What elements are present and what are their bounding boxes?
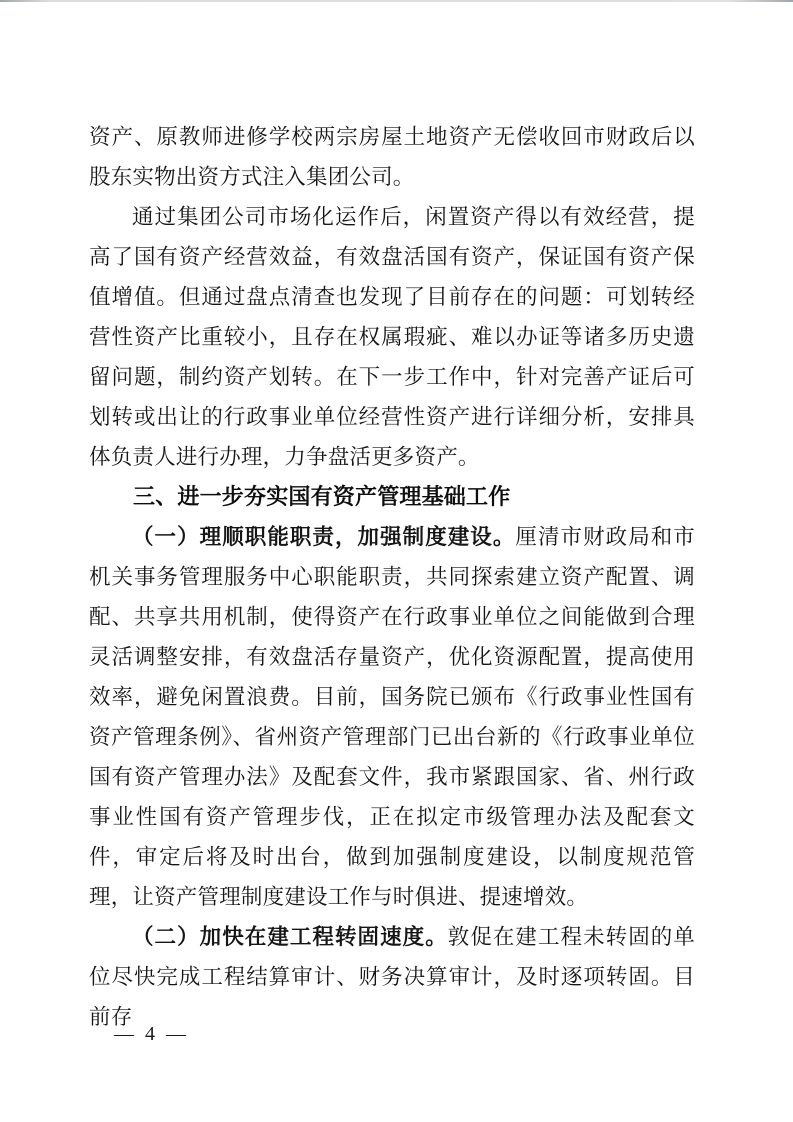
paragraph-item-one	[89, 517, 695, 917]
paragraph-item-two-text: 敦促在建工程未转固的单位尽快完成工程结算审计、财务决算审计，及时逐项转固。目前存	[89, 925, 696, 1029]
paragraph-continued-from-previous-page: 资产、原教师进修学校两宗房屋土地资产无偿收回市财政后以股东实物出资方式注入集团公司。	[89, 125, 695, 189]
section-heading-three: 三、进一步夯实国有资产管理基础工作	[133, 484, 511, 509]
document-text-block	[89, 117, 695, 1037]
paragraph-item-one-text: 厘清市财政局和市机关事务管理服务中心职能职责，共同探索建立资产配置、调配、共享共用机制，使得资产在行政事业单位之间能做到合理灵活调整安排，有效盘活存量资产，优化资源配置，提高使用效率，避免闲置浪费。目前，国务院已颁布《行政事业性国有资产管理条例》、省州资产管理部门已出台新的《行政事业单位国有资产管理办法》及配套文件，我市紧跟国家、省、州行政事业性国有资产管理步伐，正在拟定市级管理办法及配套文件，审定后将及时出台，做到加强制度建设，以制度规范管理，让资产管理制度建设工作与时俱进、提速增效。	[89, 525, 695, 909]
page-number: — 4 —	[114, 1023, 189, 1045]
paragraph-item-two-lead: （二）加快在建工程转固速度。	[132, 925, 448, 949]
scan-artifact-line	[0, 0, 793, 2]
paragraph-asset-operation: 通过集团公司市场化运作后，闲置资产得以有效经营，提高了国有资产经营效益，有效盘活国有资产，保证国有资产保值增值。但通过盘点清查也发现了目前存在的问题：可划转经营性资产比重较小，且存在权属瑕疵、难以办证等诸多历史遗留问题，制约资产划转。在下一步工作中，针对完善产证后可划转或出让的行政事业单位经营性资产进行详细分析，安排具体负责人进行办理，力争盘活更多资产。	[89, 205, 695, 469]
paragraph-item-one-lead: （一）理顺职能职责，加强制度建设。	[132, 525, 516, 549]
